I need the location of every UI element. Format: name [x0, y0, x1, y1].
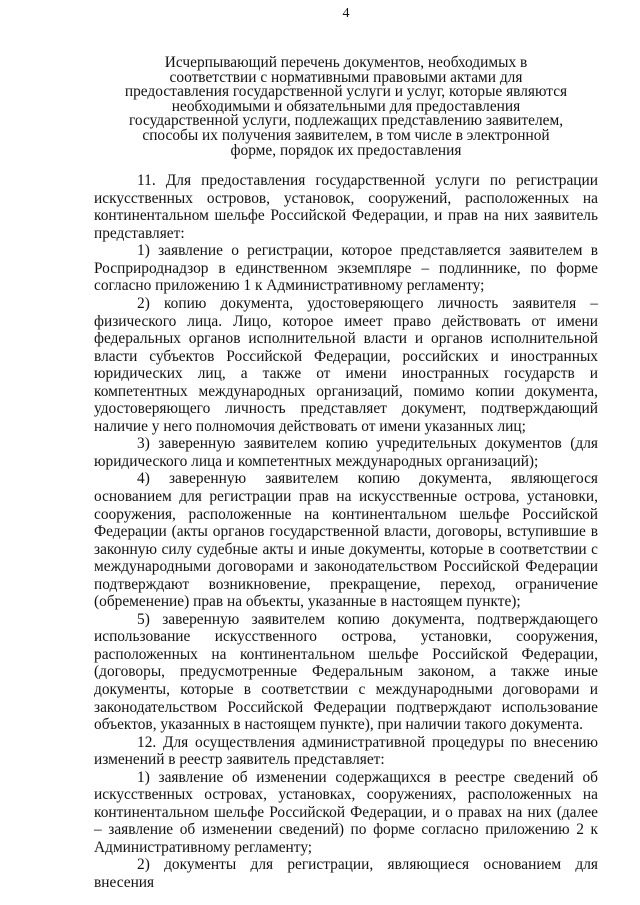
page-number: 4 [342, 6, 350, 21]
list-item-2: 2) копию документа, удостоверяющего личность заявителя – физического лица. Лицо, которое имеет право действовать от имени федеральных органов исполнительной власти и органов исполнительной власти субъектов Российской Федерации, российских и иностранных юридических лиц, а также от имени иностранных государств и компетентных международных организаций, помимо копии документа, удостоверяющего личность представляет документ, подтверждающий наличие у него полномочия действовать от имени указанных лиц; [94, 294, 598, 435]
heading-line: предоставления государственной услуги и услуг, которые являются [124, 83, 568, 101]
heading-line: необходимыми и обязательными для предоставления [171, 97, 521, 115]
body-text [94, 172, 598, 891]
list-item-4: 4) заверенную заявителем копию документа, являющегося основанием для регистрации прав на искусственные острова, установки, сооружения, расположенные на континентальном шельфе Российской Федерации (акты органов государственной власти, договоры, вступившие в законную силу судебные акты и иные документы, которые в соответствии с международными договорами и законодательством Российской Федерации подтверждают возникновение, прекращение, переход, ограничение (обременение) прав на объекты, указанные в настоящем пункте); [94, 470, 598, 611]
list-item-5: 5) заверенную заявителем копию документа, подтверждающего использование искусственного острова, установки, сооружения, расположенных на континентальном шельфе Российской Федерации, (договоры, предусмотренные Федеральным законом, а также иные документы, которые в соответствии с международными договорами и законодательством Российской Федерации подтверждают использование объектов, указанных в настоящем пункте), при наличии такого документа. [94, 610, 598, 734]
list-item-3: 3) заверенную заявителем копию учредительных документов (для юридического лица и компетентных международных организаций); [94, 435, 598, 470]
heading-line: способы их получения заявителем, в том числе в электронной [142, 126, 550, 144]
paragraph-clause-11: 11. Для предоставления государственной услуги по регистрации искусственных островов, установок, сооружений, расположенных на континентальном шельфе Российской Федерации, и прав на них заявитель представляет: [94, 172, 598, 242]
list-item-12-1: 1) заявление об изменении содержащихся в реестре сведений об искусственных островах, установках, сооружениях, расположенных на континентальном шельфе Российской Федерации, и о правах на них (далее – заявление об изменении сведений) по форме согласно приложению 2 к Административному регламенту; [94, 768, 598, 856]
heading-line: Исчерпывающий перечень документов, необходимых в [164, 54, 528, 71]
section-heading [94, 56, 598, 158]
heading-line: форме, порядок их предоставления [230, 141, 462, 159]
paragraph-clause-12: 12. Для осуществления административной процедуры по внесению изменений в реестр заявитель представляет: [94, 733, 598, 769]
list-item-1: 1) заявление о регистрации, которое представляется заявителем в Росприроднадзор в единственном экземпляре – подлиннике, по форме согласно приложению 1 к Административному регламенту; [94, 242, 598, 295]
heading-line: соответствии с нормативными правовыми актами для [169, 68, 523, 86]
heading-line: государственной услуги, подлежащих представлению заявителем, [128, 112, 564, 130]
list-item-12-2: 2) документы для регистрации, являющиеся основанием для внесения [94, 856, 598, 892]
